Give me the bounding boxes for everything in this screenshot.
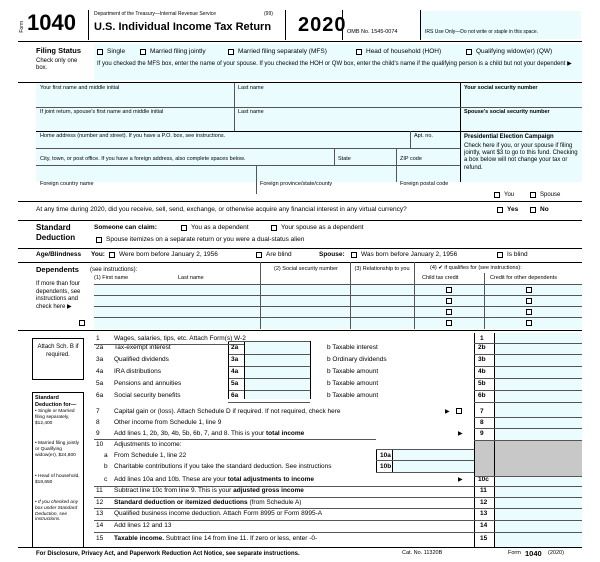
dependent-row-3[interactable] [94, 307, 260, 317]
line-2b-input[interactable] [495, 342, 582, 353]
line-8-label: Other income from Schedule 1, line 9 [114, 419, 222, 426]
spouse-last-name-label: Last name [238, 109, 264, 115]
line-8-box: 8 [480, 419, 484, 426]
foreign-country-label: Foreign country name [40, 181, 94, 187]
election-you-checkbox[interactable] [494, 192, 500, 198]
spouse-first-name-label: If joint return, spouse's first name and middle initial [40, 109, 164, 115]
spouse-name-input[interactable] [36, 118, 460, 130]
form-title: U.S. Individual Income Tax Return [94, 21, 272, 33]
line-12-number: 12 [96, 499, 104, 506]
more-dependents-checkbox[interactable] [79, 320, 85, 326]
line-9-box: 9 [480, 430, 484, 437]
zip-label: ZIP code [400, 156, 422, 162]
foreign-postal-label: Foreign postal code [400, 181, 449, 187]
line-10c-label: Add lines 10a and 10b. These are your [114, 476, 226, 483]
filing-status-title: Filing Status [36, 46, 81, 55]
ssn-label: Your social security number [464, 85, 538, 91]
single-checkbox[interactable] [97, 49, 103, 55]
line-9-label: Add lines 1, 2b, 3b, 4b, 5b, 6b, 7, and 8. This is your [114, 430, 265, 437]
line-1-number: 1 [96, 335, 100, 342]
election-spouse-checkbox[interactable] [530, 192, 536, 198]
line-5b-box: 5b [478, 380, 486, 387]
line-6b-box: 6b [478, 392, 486, 399]
spouse-itemizes-label: Spouse itemizes on a separate return or you were a dual-status alien [106, 236, 305, 243]
line-2b-box: 2b [478, 344, 486, 351]
line-6a-label: Social security benefits [114, 392, 181, 399]
footer-notice: For Disclosure, Privacy Act, and Paperwork Reduction Act Notice, see separate instructions. [36, 551, 300, 557]
dep-col-odc: Credit for other dependents [490, 275, 557, 281]
line-2a-input[interactable] [245, 342, 309, 353]
std-side-bullet-3: • Head of household, $18,650 [35, 474, 80, 485]
election-text: Check here if you, or your spouse if filing jointly, want $3 to go to this fund. Checking a box below will not change your tax or refund. [464, 143, 578, 171]
spouse-ssn-input[interactable] [461, 118, 582, 130]
spouse-born-before-checkbox[interactable] [351, 252, 357, 258]
line-15-box: 15 [480, 535, 488, 542]
std-side-bullet-2: • Married filing jointly or Qualifying widow(er), $24,800 [35, 441, 80, 458]
line-15-input[interactable] [495, 533, 582, 546]
line-11-text [114, 488, 304, 495]
line-10a-input[interactable] [393, 450, 473, 460]
first-name-input[interactable] [36, 94, 460, 106]
std-deduction-title-2: Deduction [36, 233, 76, 242]
first-name-label: Your first name and middle initial [40, 85, 120, 91]
you-born-before-checkbox[interactable] [109, 252, 115, 258]
apt-label: Apt. no. [414, 133, 433, 139]
line-10-number: 10 [96, 441, 104, 448]
line-5a-label: Pensions and annuities [114, 380, 182, 387]
line-2a-number: 2a [96, 344, 104, 351]
line-10b-input[interactable] [393, 461, 473, 471]
you-born-before-label: Were born before January 2, 1956 [119, 251, 218, 258]
line-5b-label: b Taxable amount [327, 380, 379, 387]
line-14-box: 14 [480, 522, 488, 529]
line-12-bold: Standard deduction or itemized deductions [114, 499, 248, 506]
line-10c-input[interactable] [495, 476, 582, 486]
address-input[interactable] [36, 140, 410, 148]
dep2-ctc-checkbox[interactable] [446, 298, 452, 304]
line-7-box: 7 [480, 408, 484, 415]
single-label: Single [107, 48, 126, 55]
footer-form-number: 1040 [525, 549, 542, 558]
election-spouse-label: Spouse [540, 192, 561, 198]
claim-you-checkbox[interactable] [181, 225, 187, 231]
line-7-checkbox[interactable] [456, 408, 462, 414]
line-4a-input[interactable] [245, 366, 309, 377]
std-side-bullet-4: • If you checked any box under Standard Deduction, see instructions. [35, 500, 79, 523]
age-you-label: You: [91, 251, 105, 258]
line-2a-label: Tax-exempt interest [114, 344, 171, 351]
vc-yes-label: Yes [507, 206, 519, 213]
you-blind-label: Are blind [266, 251, 292, 258]
city-label: City, town, or post office. If you have a foreign address, also complete spaces below. [40, 156, 246, 162]
dep4-ctc-checkbox[interactable] [446, 320, 452, 326]
line-7-arrow: ▶ [445, 409, 450, 415]
line-3a-input[interactable] [245, 354, 309, 365]
dependent-row-2[interactable] [94, 296, 260, 306]
dep-col-last-name: Last name [178, 275, 204, 281]
line-4a-number: 4a [96, 368, 104, 375]
line-6a-number: 6a [96, 392, 104, 399]
line-10b-box: 10b [380, 463, 392, 470]
line-3b-input[interactable] [495, 354, 582, 365]
line-9-input[interactable] [495, 428, 582, 440]
line-15-bold: Taxable income. [114, 535, 165, 542]
line-6b-label: b Taxable amount [327, 392, 379, 399]
dep-col-relationship: (3) Relationship to you [354, 266, 410, 272]
form-word: Form [19, 21, 25, 33]
election-title: Presidential Election Campaign [464, 134, 554, 140]
foreign-province-label: Foreign province/state/county [260, 181, 333, 187]
line-11-label: Subtract line 10c from line 9. This is your [114, 487, 232, 494]
spouse-ssn-label: Spouse's social security number [464, 109, 550, 115]
dep4-odc-checkbox[interactable] [526, 320, 532, 326]
line-8-input[interactable] [495, 417, 582, 428]
line-10c-letter: c [104, 476, 108, 483]
mfs-checkbox[interactable] [228, 49, 234, 55]
line-9-arrow: ▶ [458, 431, 463, 437]
line-1-box: 1 [480, 335, 484, 342]
line-3b-box: 3b [478, 356, 486, 363]
line-5a-number: 5a [96, 380, 104, 387]
line-10-label: Adjustments to income: [114, 441, 182, 448]
spouse-itemizes-checkbox[interactable] [96, 237, 102, 243]
std-deduction-title-1: Standard [36, 223, 71, 232]
line-14-number: 14 [96, 522, 104, 529]
line-6a-input[interactable] [245, 390, 309, 401]
attach-note: Attach Sch. B if required. [37, 344, 79, 359]
dependent-row-1[interactable] [94, 285, 260, 295]
tax-year: 2020 [298, 14, 347, 36]
line-4b-input[interactable] [495, 366, 582, 377]
hoh-checkbox[interactable] [356, 49, 362, 55]
std-side-bullet-1: • Single or Married filing separately, $12,400 [35, 409, 75, 426]
line-6b-input[interactable] [495, 390, 582, 401]
line-7-input[interactable] [495, 406, 582, 417]
dependents-see: (see instructions): [90, 267, 138, 273]
line-4b-label: b Taxable amount [327, 368, 379, 375]
line-1-label: Wages, salaries, tips, etc. Attach Form(s) W-2 [114, 335, 246, 342]
claim-spouse-checkbox[interactable] [271, 225, 277, 231]
someone-can-claim: Someone can claim: [94, 224, 157, 231]
state-label: State [338, 156, 351, 162]
line-15-number: 15 [96, 535, 104, 542]
dependent-row-4[interactable] [94, 318, 260, 328]
dep3-ctc-checkbox[interactable] [446, 309, 452, 315]
dep2-odc-checkbox[interactable] [526, 298, 532, 304]
line-11-bold: adjusted gross income [233, 487, 304, 494]
line-7-number: 7 [96, 408, 100, 415]
line-9-bold: total income [266, 430, 305, 437]
spouse-blind-label: Is blind [507, 251, 528, 258]
line-13-label: Qualified business income deduction. Attach Form 8995 or Form 8995-A [114, 510, 323, 517]
footer-cat: Cat. No. 11320B [402, 550, 443, 556]
mfs-label: Married filing separately (MFS) [238, 48, 327, 55]
dep1-ctc-checkbox[interactable] [446, 287, 452, 293]
line-12-text [114, 500, 301, 507]
ssn-input[interactable] [461, 94, 582, 106]
mfj-label: Married filing jointly [150, 48, 206, 55]
line-9-text [114, 431, 304, 438]
claim-spouse-label: Your spouse as a dependent [281, 224, 364, 231]
line-9-number: 9 [96, 430, 100, 437]
line-5a-box: 5a [231, 380, 239, 387]
spouse-born-before-label: Was born before January 2, 1956 [361, 251, 458, 258]
line-4a-box: 4a [231, 368, 239, 375]
vc-no-label: No [540, 206, 549, 213]
last-name-label: Last name [238, 85, 264, 91]
line-10c-text [114, 477, 314, 484]
line-11-number: 11 [96, 487, 103, 494]
dep1-odc-checkbox[interactable] [526, 287, 532, 293]
line-5a-input[interactable] [245, 378, 309, 389]
age-blindness-title: Age/Blindness [36, 251, 82, 258]
line-10a-box: 10a [380, 452, 391, 459]
mfj-checkbox[interactable] [140, 49, 146, 55]
dep-col-qualifies: (4) ✔ if qualifies for (see instructions): [430, 265, 522, 271]
virtual-currency-question: At any time during 2020, did you receive, sell, send, exchange, or otherwise acquire any financial interest in any virtual currency? [36, 206, 407, 213]
line-15-after: Subtract line 14 from line 11. If zero or less, enter -0- [165, 535, 318, 542]
line-10b-letter: b [104, 463, 108, 470]
line-12-box: 12 [480, 499, 488, 506]
line-13-input[interactable] [495, 508, 582, 520]
dep-col-ctc: Child tax credit [422, 275, 459, 281]
line-10b-label: Charitable contributions if you take the standard deduction. See instructions [114, 463, 332, 470]
line-13-box: 13 [480, 510, 488, 517]
line-14-input[interactable] [495, 520, 582, 532]
line-4b-box: 4b [478, 368, 486, 375]
line-13-number: 13 [96, 510, 104, 517]
std-side-title: Standard Deduction for— [35, 395, 77, 408]
line-8-number: 8 [96, 419, 100, 426]
footer-year: (2020) [548, 550, 564, 556]
line-3a-box: 3a [231, 356, 239, 363]
you-blind-checkbox[interactable] [256, 252, 262, 258]
line-7-label: Capital gain or (loss). Attach Schedule D if required. If not required, check here [114, 408, 341, 415]
form-number: 1040 [27, 10, 76, 35]
omb-number: OMB No. 1545-0074 [347, 29, 398, 35]
dependents-title: Dependents [36, 265, 79, 274]
filing-status-sub: Check only one box. [36, 58, 78, 72]
line-11-input[interactable] [495, 486, 582, 497]
spouse-blind-checkbox[interactable] [497, 252, 503, 258]
vc-yes-checkbox[interactable] [497, 207, 503, 213]
footer-form-word: Form [508, 550, 521, 556]
dependents-side-note: If more than four dependents, see instructions and check here ▶ [36, 281, 81, 310]
address-label: Home address (number and street). If you have a P.O. box, see instructions. [40, 133, 226, 139]
line-2b-label: b Taxable interest [327, 344, 378, 351]
qw-label: Qualifying widow(er) (QW) [476, 48, 553, 55]
qw-checkbox[interactable] [466, 49, 472, 55]
line-12-after: (from Schedule A) [249, 499, 302, 506]
line-4a-label: IRA distributions [114, 368, 161, 375]
line-3b-label: b Ordinary dividends [327, 356, 387, 363]
department-label: Department of the Treasury—Internal Revenue Service [94, 11, 217, 17]
line-3a-number: 3a [96, 356, 104, 363]
line-15-text [114, 536, 317, 543]
line-10a-label: From Schedule 1, line 22 [114, 452, 187, 459]
vc-no-checkbox[interactable] [530, 207, 536, 213]
line-10c-arrow: ▶ [458, 477, 463, 483]
line-14-label: Add lines 12 and 13 [114, 522, 172, 529]
election-you-label: You [504, 192, 515, 198]
line-10a-letter: a [104, 452, 108, 459]
line-10c-bold: total adjustments to income [227, 476, 315, 483]
line-11-box: 11 [480, 487, 487, 494]
line-2a-box: 2a [231, 344, 239, 351]
line-6a-box: 6a [231, 392, 239, 399]
line-10c-box: 10c [478, 476, 489, 483]
filing-status-note: If you checked the MFS box, enter the name of your spouse. If you checked the HOH or QW box, enter the child's name if the qualifying person is a child but not your dependent ▶ [97, 61, 572, 67]
code-label: (99) [264, 11, 273, 17]
claim-you-label: You as a dependent [191, 224, 249, 231]
dep-col-first-name: (1) First name [94, 275, 129, 281]
dep-col-ssn: (2) Social security number [274, 266, 338, 272]
hoh-label: Head of household (HOH) [366, 48, 442, 55]
age-spouse-label: Spouse: [319, 251, 345, 258]
line-5b-input[interactable] [495, 378, 582, 389]
line-12-input[interactable] [495, 497, 582, 508]
line-3a-label: Qualified dividends [114, 356, 169, 363]
irs-use-only: IRS Use Only—Do not write or staple in this space. [425, 29, 539, 35]
dep3-odc-checkbox[interactable] [526, 309, 532, 315]
